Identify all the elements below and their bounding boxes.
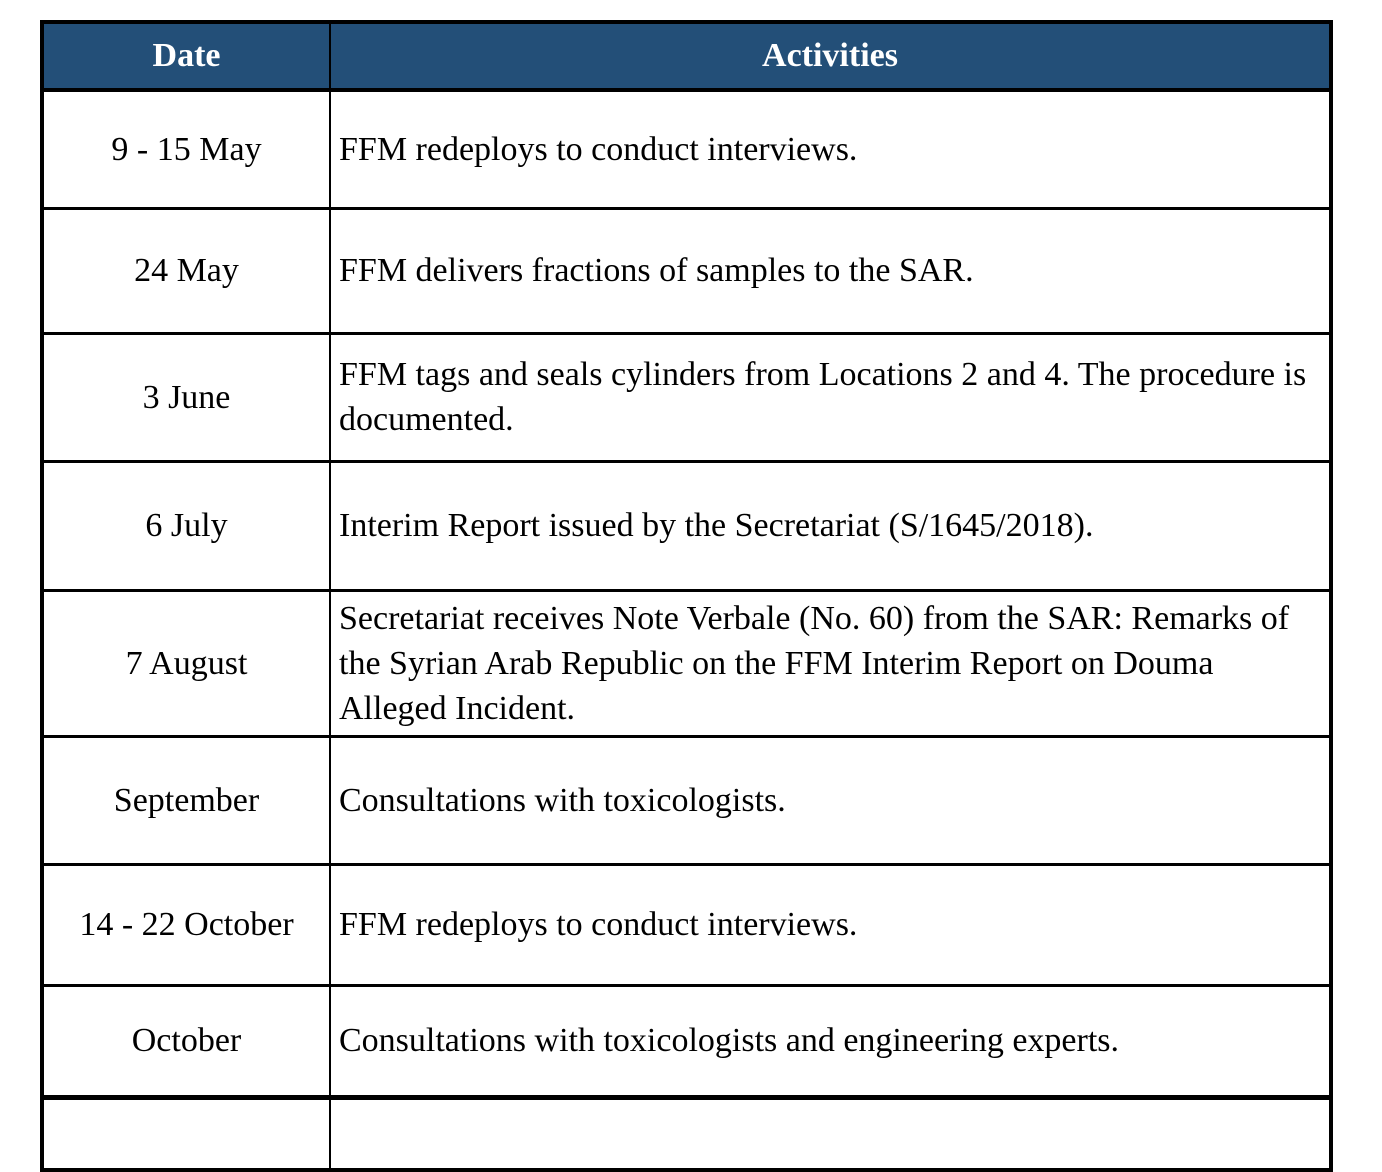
ffm-activities-table <box>40 20 1333 1172</box>
table-row <box>42 590 1331 736</box>
table-row <box>42 864 1331 985</box>
activity-cell: FFM tags and seals cylinders from Locations 2 and 4. The procedure is documented. <box>330 333 1331 461</box>
date-cell: 9 - 15 May <box>42 90 330 208</box>
table-row <box>42 736 1331 864</box>
date-cell: October <box>42 985 330 1097</box>
date-cell: 24 May <box>42 208 330 333</box>
activity-cell: Interim Report issued by the Secretariat (S/1645/2018). <box>330 461 1331 590</box>
date-cell: 14 - 22 October <box>42 864 330 985</box>
activity-cell: FFM delivers fractions of samples to the SAR. <box>330 208 1331 333</box>
table-row <box>42 985 1331 1097</box>
date-cell: September <box>42 736 330 864</box>
table-body <box>42 90 1331 1170</box>
table-row-partial <box>42 1097 1331 1170</box>
activity-cell: Secretariat receives Note Verbale (No. 60) from the SAR: Remarks of the Syrian Arab Republic on the FFM Interim Report on Douma Alleged Incident. <box>330 590 1331 736</box>
date-cell <box>42 1097 330 1170</box>
date-cell: 7 August <box>42 590 330 736</box>
column-header-date: Date <box>42 22 330 90</box>
table-header-row <box>42 22 1331 90</box>
table-row <box>42 90 1331 208</box>
date-cell: 3 June <box>42 333 330 461</box>
activity-cell <box>330 1097 1331 1170</box>
table-row <box>42 461 1331 590</box>
activity-cell: Consultations with toxicologists and engineering experts. <box>330 985 1331 1097</box>
column-header-activities: Activities <box>330 22 1331 90</box>
activity-cell: Consultations with toxicologists. <box>330 736 1331 864</box>
table-row <box>42 208 1331 333</box>
activity-cell: FFM redeploys to conduct interviews. <box>330 864 1331 985</box>
activity-cell: FFM redeploys to conduct interviews. <box>330 90 1331 208</box>
date-cell: 6 July <box>42 461 330 590</box>
table-row <box>42 333 1331 461</box>
